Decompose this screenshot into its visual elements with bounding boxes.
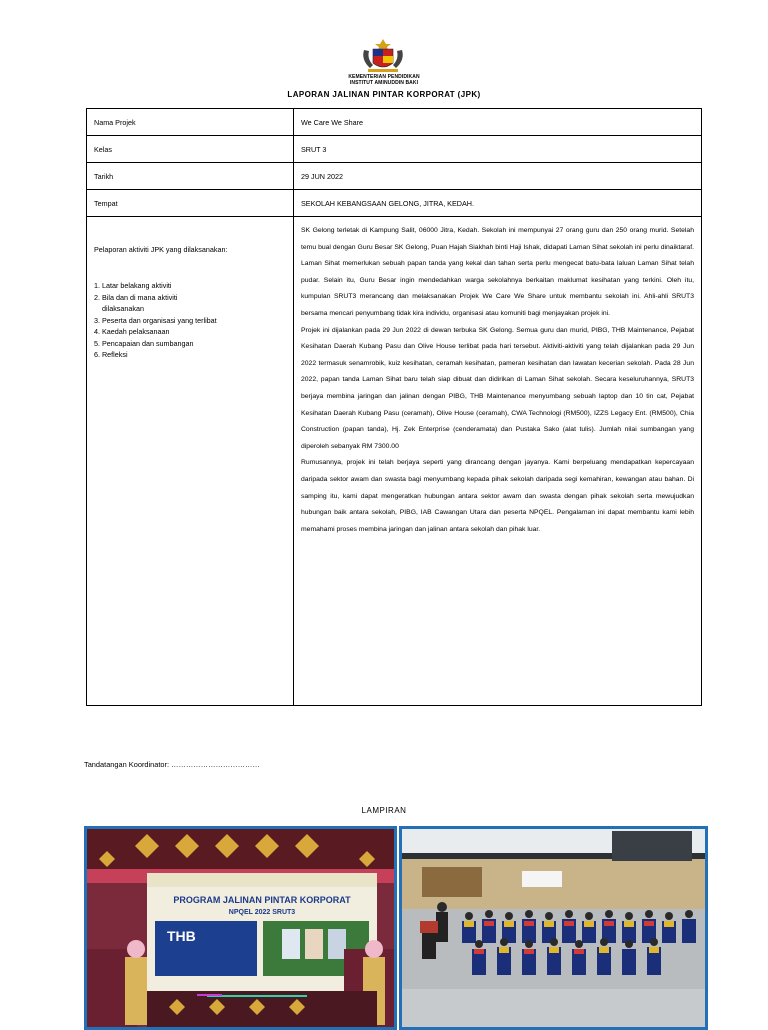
report-lead: Pelaporan aktiviti JPK yang dilaksanakan: bbox=[94, 245, 228, 254]
list-item: 2. Bila dan di mana aktiviti bbox=[94, 292, 178, 302]
table-row-report bbox=[87, 217, 702, 706]
banner-line-1: PROGRAM JALINAN PINTAR KORPORAT bbox=[173, 895, 351, 905]
report-body bbox=[294, 217, 702, 706]
list-item: 3. Peserta dan organisasi yang terlibat bbox=[94, 315, 217, 325]
table-row bbox=[87, 109, 702, 136]
report-paragraph: Rumusannya, projek ini telah berjaya seperti yang dirancang dengan jayanya. Kami berpeluang mendapatkan kepercayaan daripada sektor awam dan swasta bagi menyumbang kepada pihak sekolah daripada segi kemahiran, kewangan atau bahan. Di samping itu, kami dapat mengeratkan hubungan antara sektor awam dan swasta dengan pihak sekolah serta mewujudkan hubungan baik antara sekolah, PIBG, IAB Cawangan Utara dan peserta NPQEL. Pengalaman ini dapat membantu kami lebih memahami proses membina jaringan dan jalinan antara sekolah dan pihak luar. bbox=[301, 459, 694, 533]
org-line-1: KEMENTERIAN PENDIDIKAN bbox=[348, 74, 420, 80]
row-value: SEKOLAH KEBANGSAAN GELONG, JITRA, KEDAH. bbox=[294, 190, 702, 217]
list-item: 1. Latar belakang aktiviti bbox=[94, 281, 172, 290]
report-title: LAPORAN JALINAN PINTAR KORPORAT (JPK) bbox=[287, 90, 481, 99]
coat-of-arms-icon bbox=[358, 36, 408, 76]
ministry-name bbox=[300, 74, 468, 86]
coordinator-signature: Tandatangan Koordinator: ……………………………… bbox=[84, 760, 260, 769]
report-table bbox=[86, 108, 702, 706]
row-value: SRUT 3 bbox=[294, 136, 702, 163]
photo-students-hall bbox=[399, 826, 708, 1030]
photo-stage-banner bbox=[84, 826, 397, 1030]
banner-line-2: NPQEL 2022 SRUT3 bbox=[228, 909, 296, 916]
row-value: We Care We Share bbox=[294, 109, 702, 136]
list-item: 5. Pencapaian dan sumbangan bbox=[94, 338, 194, 348]
list-item: 6. Refleksi bbox=[94, 350, 128, 359]
row-value: 29 JUN 2022 bbox=[294, 163, 702, 190]
table-row bbox=[87, 163, 702, 190]
report-paragraph: SK Gelong terletak di Kampung Salit, 06000 Jitra, Kedah. Sekolah ini mempunyai 27 orang guru dan 250 orang murid. Setelah temu bual dengan Guru Besar SK Gelong, Puan Hajah Siakhah binti Haji Ishak, didapati Laman Sihat sekolah ini perlu dinaiktaraf. Laman Sihat memerlukan sebuah papan tanda yang kekal dan tahan serta perlu mengecat batu-bata laluan Laman Sihat telah pudar. Selain itu, Guru Besar ingin mendedahkan warga sekolahnya berkaitan maklumat kesihatan yang terkini. Oleh itu, kumpulan SRUT3 merancang dan melaksanakan Projek We Care We Share untuk membantu sekolah ini. Ahli-ahli SRUT3 bersama mencari penyumbang tidak kira individu, organisasi atau komuniti bagi menjayakan projek ini. bbox=[301, 227, 694, 317]
table-row bbox=[87, 136, 702, 163]
report-items bbox=[94, 280, 286, 361]
report-paragraph: Projek ini dijalankan pada 29 Jun 2022 di dewan terbuka SK Gelong. Semua guru dan murid, PIBG, THB Maintenance, Pejabat Kesihatan Daerah Kubang Pasu dan Olive House terlibat pada hari tersebut. Aktiviti-aktiviti yang telah dijalankan pada 29 Jun 2022 termasuk senamrobik, kuiz kesihatan, ceramah kesihatan, pameran kesihatan dan lawatan kecerian sekolah. Pada 28 Jun 2022, papan tanda Laman Sihat baru telah siap dibuat dan didirikan di Laman Sihat sekolah. Secara keseluruhannya, SRUT3 berjaya membina jaringan dan jalinan dengan PIBG, THB Maintenance menyumbang sebuah laptop dan 10 tin cat, Pejabat Kesihatan Daerah Kubang Pasu (ceramah), Olive House (ceramah), CWA Technologi (RM500), IZZS Legacy Ent. (RM500), Chia Construction (papan tanda), Hj. Zek Enterprise (cenderamata) dan Pustaka Sako (alat tulis). Jumlah nilai sumbangan yang diperoleh sebanyak RM 7300.00 bbox=[301, 326, 694, 450]
appendix-title: LAMPIRAN bbox=[361, 806, 407, 815]
table-row bbox=[87, 190, 702, 217]
brand-logo: THB bbox=[167, 928, 196, 944]
list-item: 4. Kaedah pelaksanaan bbox=[94, 327, 170, 336]
row-label: Tarikh bbox=[87, 163, 294, 190]
org-line-2: INSTITUT AMINUDDIN BAKI bbox=[349, 80, 419, 86]
row-label: Tempat bbox=[87, 190, 294, 217]
row-label: Kelas bbox=[87, 136, 294, 163]
row-label: Nama Projek bbox=[87, 109, 294, 136]
list-item: dilaksanakan bbox=[102, 304, 144, 313]
report-outline bbox=[87, 217, 294, 706]
